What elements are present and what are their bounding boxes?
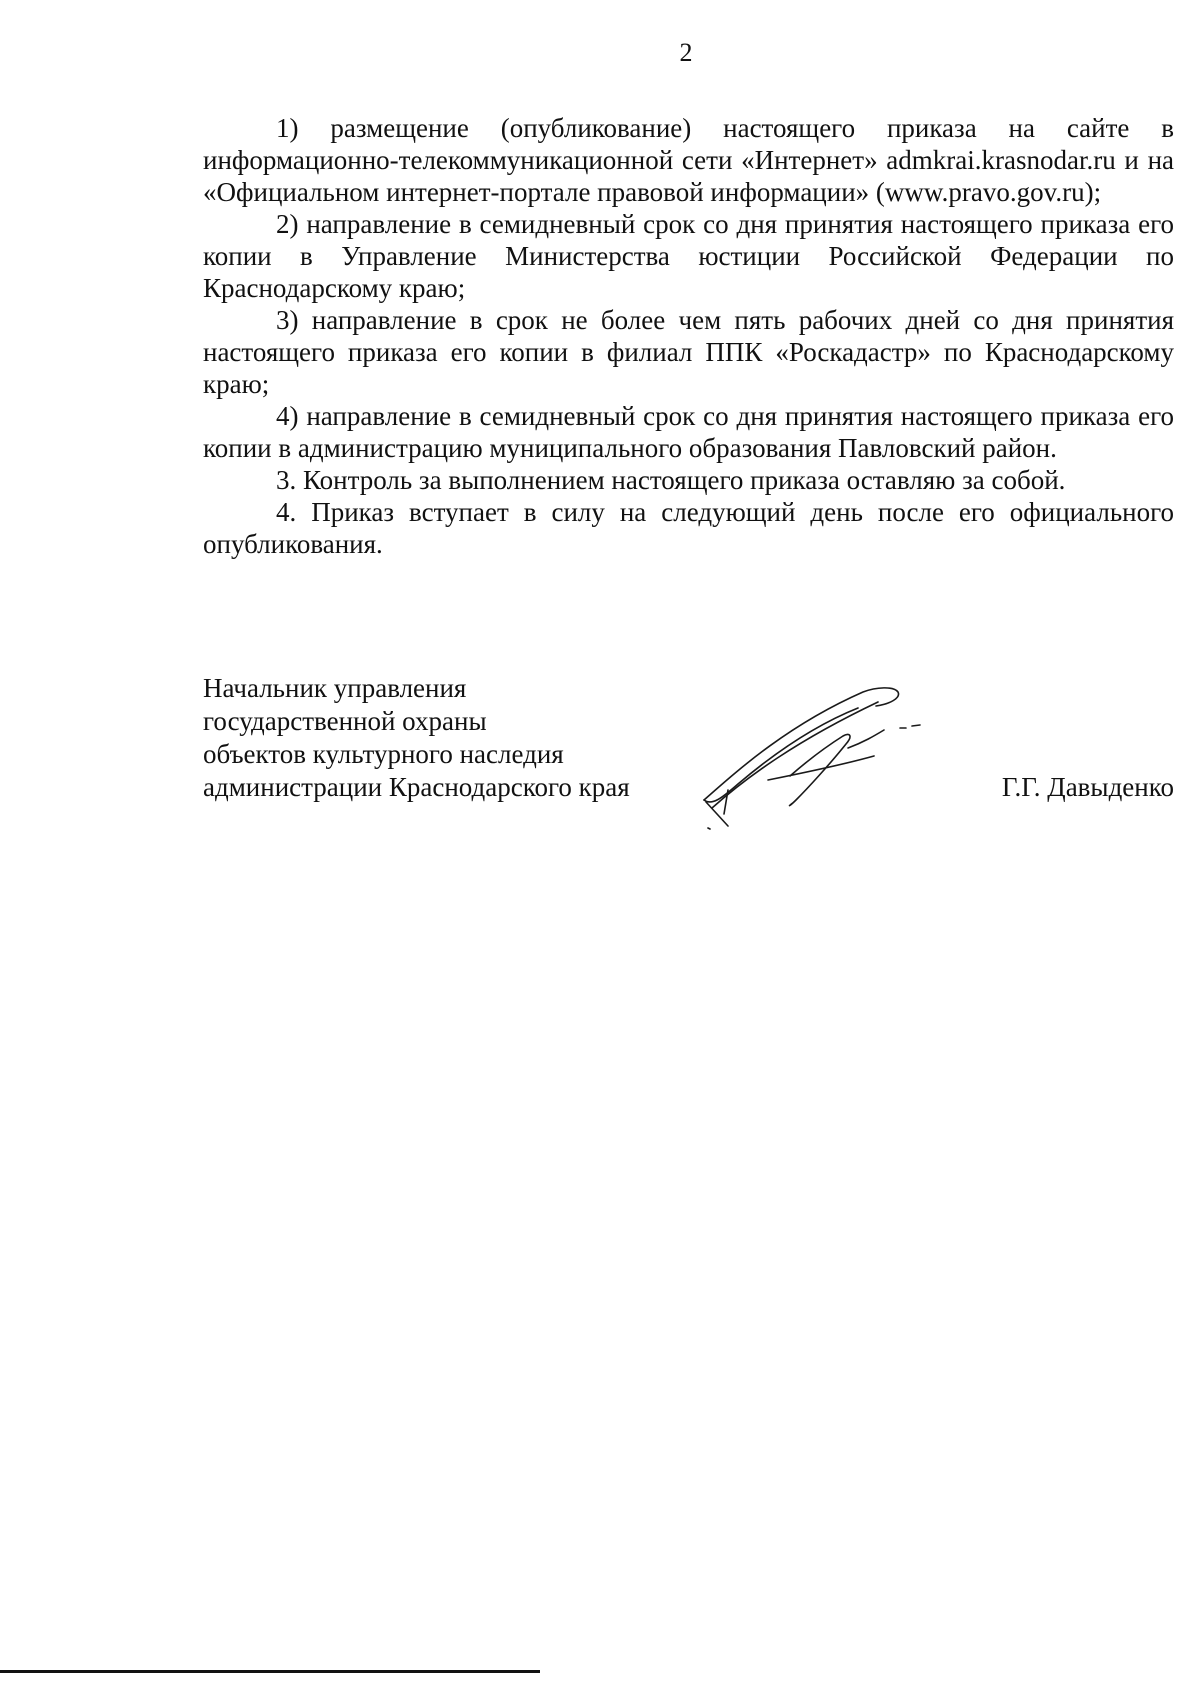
paragraph-ministry-of-justice: 2) направление в семидневный срок со дня принятия настоящего приказа его копии в Управление Министерства юстиции Российской Федерации по Краснодарскому краю;	[203, 209, 1174, 303]
signatory-position-line: государственной охраны	[203, 706, 487, 736]
paragraph-publication: 1) размещение (опубликование) настоящего приказа на сайте в информационно-телекоммуникационной сети «Интернет» admkrai.krasnodar.ru и на «Официальном интернет-портале правовой информации» (www.pravo.gov.ru);	[203, 113, 1174, 207]
paragraph-control: 3. Контроль за выполнением настоящего приказа оставляю за собой.	[276, 465, 1066, 495]
paragraph-entry-into-force: 4. Приказ вступает в силу на следующий день после его официального опубликования.	[203, 497, 1174, 559]
paragraph-municipal-administration: 4) направление в семидневный срок со дня принятия настоящего приказа его копии в администрацию муниципального образования Павловский район.	[203, 401, 1174, 463]
document-body	[203, 112, 1174, 560]
signatory-position-line: Начальник управления	[203, 673, 467, 703]
footer-rule	[0, 1670, 540, 1673]
signatory-position-line: администрации Краснодарского края	[203, 772, 630, 802]
paragraph-roskadastr: 3) направление в срок не более чем пять рабочих дней со дня принятия настоящего приказа его копии в филиал ППК «Роскадастр» по Краснодарскому краю;	[203, 305, 1174, 399]
page-number: 2	[679, 38, 693, 67]
signatory-position-line: объектов культурного наследия	[203, 739, 564, 769]
handwritten-signature-icon	[698, 680, 948, 830]
signatory-name: Г.Г. Давыденко	[1001, 772, 1174, 802]
signatory-position	[203, 672, 683, 804]
